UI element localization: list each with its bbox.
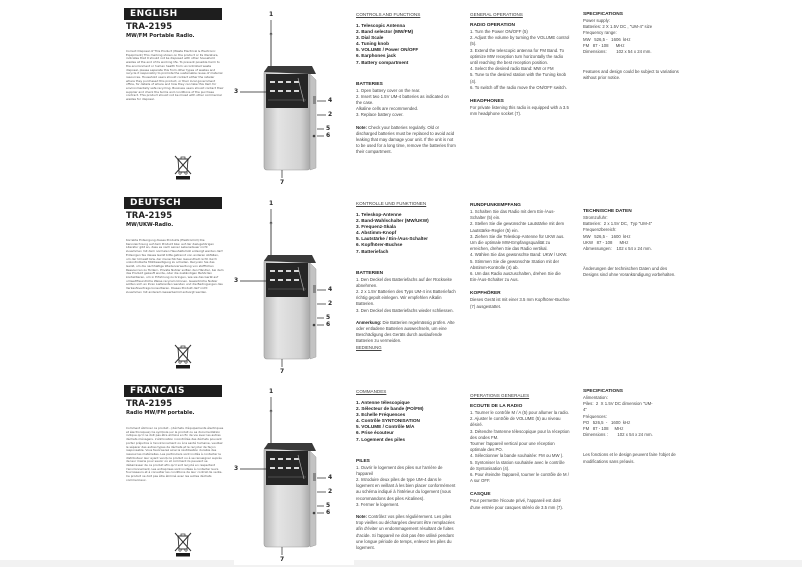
control-item: 2. Band-Wahlschalter (MW/UKW) [356, 218, 429, 224]
radio-step: 2. Stellen Sie die gewünschte Lautstärke mit dem Lautstärke-Regler (5) ein. [470, 221, 565, 233]
disposal-notice: Correct Disposal of This Product (Waste Electrical & Electronic Equipment) This marking shown on the product or its literature, indicates that it should not be disposed with other household wastes at the end of its working life. To prevent possible harm to the environment or human health from uncontrolled waste disposal, please separate this from other types of wastes and recycle it responsibly to promote the sustainable reuse of material resources. Household users should contact either the retailer where they purchased this product, or their local government office, for details of where and how they can take this item for environmentally safe recycling. Business users should contact their supplier and check the terms and conditions of the purchase contract. This product should not be mixed with other commercial wastes for disposal. [126, 49, 224, 102]
batteries-title: BATTERIEN [356, 270, 384, 276]
note-label: Note: [356, 514, 367, 520]
control-item: 1. Teleskop-Antenne [356, 212, 402, 217]
radio-illustration [234, 8, 354, 188]
callout-7: 7 [280, 368, 285, 375]
control-item: 1. Telescopic Antenna [356, 23, 405, 28]
general-operations-title: GENERAL OPERATIONS [470, 12, 523, 17]
radio-step: 1. Schalten Sie das Radio mit dem Ein-/Aus-Schalter (5) ein. [470, 209, 555, 221]
model-number: TRA-2195 [126, 211, 173, 221]
specifications-column [583, 209, 683, 279]
model-number: TRA-2195 [126, 399, 173, 409]
radio-step: 1. Turn the Power ON/OFF (5) [470, 29, 528, 34]
spec-line: Alimentation: [583, 395, 608, 400]
control-item: 5. Lautstärke / Ein-/Aus-Schalter [356, 236, 428, 242]
control-item: 6. Prise écouteur [356, 430, 394, 436]
radio-diagram [234, 8, 354, 188]
headphones-text: For private listening this radio is equipped with a 3.5 mm headphone socket (7). [470, 105, 569, 117]
weee-crossed-bin-icon [174, 531, 192, 557]
callout-5: 5 [326, 502, 331, 509]
battery-step: 2. Insert two 1.5V UM-4 batteries as indicated on the case. [356, 93, 449, 106]
control-item: 3. Frequenz-Skala [356, 224, 396, 230]
spec-line: Power supply: [583, 18, 610, 23]
spec-line: 4" [583, 407, 587, 413]
disposal-notice: Korrekte Entsorgung dieses Produkts (Elektromüll) Die Kennzeichnung auf dem Produkt bzw. auf der dazugehörigen Literatur gibt an, dass es nach seiner Lebensdauer nicht zusammen mit dem normalen Haushaltsmüll entsorgt werden darf. Entsorgen Sie dieses Gerät bitte getrennt von anderen Abfällen, um der Umwelt bzw. der menschlichen Gesundheit nicht durch unkontrollierte Müllbeseitigung zu schaden. Recyceln Sie das Gerät, um die nachhaltige Wiederverwertung von stofflichen Ressourcen zu fördern. Private Nutzer sollten den Händler, bei dem das Produkt gekauft wurde, oder die zuständigen Behörden kontaktieren, um in Erfahrung zu bringen, wie sie das Gerät auf umweltfreundliche Weise recyceln können. Gewerbliche Nutzer sollten sich an ihren Lieferanten wenden und die Bedingungen des Verkaufsvertrags konsultieren. Dieses Produkt darf nicht zusammen mit anderem Gewerbemüll entsorgt werden. [126, 238, 224, 294]
callout-4: 4 [328, 474, 333, 481]
batteries-list [356, 465, 456, 508]
note-footer: BEDIENUNG [356, 344, 382, 350]
spec-line: FM 87 - 108 MHz [583, 42, 625, 48]
battery-note [356, 514, 456, 551]
control-item: 1. Antenne télescopique [356, 400, 410, 405]
product-subtitle: MW/FM Portable Radio. [126, 33, 195, 39]
specifications-title: TECHNISCHE DATEN [583, 209, 632, 214]
control-item: 3. Dial Scale [356, 35, 384, 41]
control-item: 7. Batteriefach [356, 248, 389, 254]
radio-operation-title: RUNDFUNKEMPFANG [470, 203, 521, 208]
specs-footer: Les fonctions et le design peuvent faire l'objet de modifications sans préavis. [583, 452, 676, 464]
section-francais [124, 385, 802, 567]
callout-1: 1 [269, 11, 274, 18]
callout-6: 6 [326, 132, 331, 139]
control-item: 3. Echelle Fréquences [356, 412, 406, 418]
language-header: FRANCAIS [124, 385, 222, 397]
control-item: 6. Kopfhörer-Buchse [356, 242, 403, 248]
callout-3: 3 [234, 277, 239, 284]
radio-step: 6. To switch off the radio move the ON/OFF switch. [470, 84, 567, 90]
battery-step: 1. Open battery cover on the rear. [356, 87, 421, 93]
radio-step: 5. Tune to the desired station with the Tuning knob (4). [470, 72, 567, 84]
radio-step: 3. Détendre l'antenne télescopique pour la réception des ondes FM. [470, 428, 570, 440]
radio-step: 2. Ajuster le contrôle de VOLUME (5) au niveau désiré. [470, 416, 561, 428]
model-number: TRA-2195 [126, 22, 173, 32]
note-text: Check your batteries regularly. Old or discharged batteries must be replaced to avoid acid leaking that may damage your unit. If the unit is not to be used for a long time, remove the batteries from their compartment. [356, 124, 456, 155]
note-label: Note: [356, 124, 367, 130]
section-english [124, 8, 802, 193]
headphones-title: KOPFHÖRER [470, 291, 501, 297]
controls-title: CONTROLS AND FUNCTIONS [356, 12, 421, 17]
battery-step: 2. Introduire deux piles de type UM-4 dans le logement en veillant à les bien placer conformément au schéma indiqué à l'intérieur du logement (nous recommandons des piles Alcalines). [356, 477, 456, 501]
language-header: DEUTSCH [124, 197, 222, 209]
battery-step: 1. Ouvrir le logement des piles sur l'arrière de l'appareil [356, 464, 443, 476]
radio-step: 2. Adjust the volume by turning the VOLUME control (5). [470, 35, 570, 47]
spec-line: Stromzufuhr: [583, 215, 608, 220]
radio-step: 4. Sélectionner la bande souhaitée: FM ou MW ). [470, 453, 564, 459]
spec-line: PO 526,5 - 1600 kHz [583, 419, 631, 425]
headphones-text: Pour permettre l'écoute privé, l'appareil est doté d'une entrée pour casques stéréo de 3.5 mm (7). [470, 498, 564, 510]
control-item: 5. VOLUME / Power ON/OFF [356, 47, 419, 53]
callout-7: 7 [280, 179, 285, 186]
battery-step: 1. Den Deckel des Batteriefachs auf der Rückseite abnehmen. [356, 276, 453, 288]
callout-5: 5 [326, 314, 331, 321]
product-subtitle: Radio MW/FM portable. [126, 410, 195, 416]
section-deutsch [124, 197, 802, 382]
control-item: 2. Band selector (MW/FM) [356, 29, 414, 35]
spec-line: UKW 87 - 108 MHz [583, 239, 629, 245]
callout-2: 2 [328, 300, 333, 307]
callout-1: 1 [269, 200, 274, 207]
control-item: 4. Contrôle SYNTONISATION [356, 418, 420, 424]
headphones-title: HEADPHONES [470, 99, 504, 105]
radio-illustration [234, 385, 354, 565]
radio-operation-title: RADIO OPERATION [470, 23, 515, 28]
battery-step: Alkaline cells are recommended. [356, 106, 419, 112]
callout-6: 6 [326, 509, 331, 516]
radio-step: 5. Stimmen Sie die gewünschte Station mit der Abstimm-Kontrolle (4) ab. [470, 258, 560, 270]
specifications-list [583, 215, 683, 252]
radio-operation-title: ECOUTE DE LA RADIO [470, 404, 523, 409]
callout-3: 3 [234, 465, 239, 472]
product-subtitle: MW/UKW-Radio. [126, 222, 174, 228]
radio-step: 1. Tourner le contrôle M / A (5) pour allumer la radio. [470, 410, 570, 415]
spec-line: Dimensions : 102 x 54 x 24 mm. [583, 432, 653, 438]
callout-4: 4 [328, 286, 333, 293]
specifications-column [583, 12, 683, 82]
spec-line: Dimensions: 102 x 54 x 24 mm. [583, 49, 652, 55]
radio-step: 5. Syntoniser la station souhaitée avec le contrôle de Syntonisation (4). [470, 459, 565, 471]
specifications-column [583, 389, 683, 465]
specifications-list [583, 18, 683, 55]
specifications-list [583, 395, 683, 438]
batteries-list [356, 88, 456, 119]
battery-step: 3. Den Deckel des Batteriefachs wieder schliessen. [356, 307, 454, 313]
headphones-title: CASQUE [470, 492, 491, 498]
spec-line: Abmessungen: 102 x 54 x 24 mm. [583, 246, 652, 252]
control-item: 6. Earphones jack [356, 53, 396, 59]
specifications-title: SPECIFICATIONS [583, 12, 623, 17]
control-item: 5. VOLUME / Contrôle M/A [356, 424, 415, 430]
note-text: Contrôlez vos piles régulièrement. Les piles trop vieilles ou déchargées devront être remplacées afin d'éviter un endommagement résultant de fuites d'acide. Si l'appareil ne doit pas être utilisé pendant une longue période de temps, enlevez les piles du logement. [356, 514, 455, 551]
radio-operation-steps [470, 29, 570, 91]
spec-line: Frequency range: [583, 30, 617, 36]
battery-note [356, 125, 456, 156]
battery-note [356, 320, 456, 345]
radio-step: 6. Um das Radio auszuschalten, drehen Sie die Ein-/Aus-Schalter zu Aus. [470, 271, 561, 283]
language-header: ENGLISH [124, 8, 222, 20]
spec-line: MW 526,5 - 1600 kHz [583, 233, 631, 239]
spec-line: Frequenzbereich: [583, 227, 617, 233]
callout-4: 4 [328, 97, 333, 104]
controls-column [356, 201, 456, 351]
controls-column [356, 389, 456, 551]
control-item: 4. Tuning knob [356, 41, 389, 47]
weee-crossed-bin-icon [174, 343, 192, 369]
control-item: 7. Battery compartment [356, 59, 409, 65]
spec-line: FM 87 - 108 MHz [583, 426, 624, 432]
callout-5: 5 [326, 125, 331, 132]
batteries-title: PILES [356, 458, 370, 464]
headphones-text: Dieses Gerät ist mit einer 3.5 mm Kopfhörer-Buchse (7) ausgestattet. [470, 297, 570, 309]
specifications-title: SPECIFICATIONS [583, 389, 623, 394]
spec-line: Piles: 2 X 1.5V DC dimension "UM- [583, 401, 653, 407]
radio-step: 4. Wählen Sie das gewünschte Band: UKW / UKW. [470, 252, 568, 258]
note-label: Anmerkung: [356, 319, 382, 325]
radio-step: 3. Extend the telescopic antenna for FM Band. To optimize MW reception turn horizontally the radio until reaching the best reception position. [470, 47, 565, 66]
callout-7: 7 [280, 556, 285, 563]
radio-operation-steps [470, 209, 570, 283]
control-item: 7. Logement des piles [356, 436, 405, 442]
radio-operation-steps [470, 410, 570, 484]
weee-crossed-bin-icon [174, 154, 192, 180]
battery-step: 2. 2 x 1.5V Batterien des Typs UM-4 ins Batteriefach richtig gepolt einlegen. Wir empfehlen Alkalin Batterien. [356, 289, 456, 307]
batteries-title: BATTERIES [356, 81, 383, 87]
spec-line: MW 526,5 - 1606 kHz [583, 36, 631, 42]
radio-step: 6. Pour éteindre l'appareil, tourner le contrôle de M / A sur OFF. [470, 472, 569, 484]
controls-list [356, 400, 456, 443]
specs-footer: Features and design could be subject to variations without prior notice. [583, 69, 679, 81]
radio-step: Tourner l'appareil vertical pour une réception optimale des PO. [470, 441, 555, 453]
battery-step: 3. Fermer le logement. [356, 501, 400, 507]
operations-column [470, 393, 570, 511]
callout-1: 1 [269, 388, 274, 395]
batteries-list [356, 277, 456, 314]
control-item: 2. Sélecteur de bande (PO/FM) [356, 406, 424, 412]
spec-line: Batterien: 2 x 1.5V DC, Typ "UM-4" [583, 221, 653, 227]
radio-step: 4. Select the desired radio Band: MW or FM [470, 66, 554, 72]
callout-2: 2 [328, 111, 333, 118]
controls-title: KONTROLLE UND FUNKTIONEN [356, 201, 427, 206]
battery-step: 3. Replace battery cover. [356, 112, 404, 118]
controls-list [356, 23, 456, 66]
callout-6: 6 [326, 321, 331, 328]
controls-list [356, 212, 456, 255]
controls-title: COMMANDES [356, 389, 387, 394]
radio-diagram [234, 385, 354, 565]
control-item: 4. Abstimm-Knopf [356, 230, 397, 236]
operations-column [470, 201, 570, 310]
operations-column [470, 12, 570, 117]
disposal-notice: Comment éliminer ce produit - (déchets d'équipements électriques et électroniques) Ce symbole sur le produit ou sa documentation indique qu'il ne doit pas être éliminé en fin de vie avec les autres déchets ménagers. L'élimination incontrôlée des déchets pouvant porter préjudice à l'environnement ou à la santé humaine, veuillez le séparer des autres types de déchets et le recycler de façon responsable. Vous favoriserez ainsi la réutilisation durable des ressources matérielles. Les particuliers sont invités à contacter le distributeur leur ayant vendu le produit ou à se renseigner auprès de leur mairie pour savoir où et comment ils peuvent se débarrasser de ce produit afin qu'il soit recyclé en respectant l'environnement. Les entreprises sont invitées à contacter leurs fournisseurs et à consulter les conditions de leur contrat de vente. Ce produit ne doit pas être éliminé avec les autres déchets commerciaux. [126, 426, 224, 482]
callout-3: 3 [234, 88, 239, 95]
spec-line: Batteries: 2 X 1.5V DC , "UM-4" size [583, 24, 653, 30]
callout-2: 2 [328, 488, 333, 495]
note-text: Die Batterien regelmässig prüfen. Alte oder entladene Batterien auswechseln, um eine Beschädigung des Geräts durch auslaufende Batterien zu vermeiden. [356, 319, 455, 344]
spec-line: Fréquences: [583, 413, 607, 419]
controls-column [356, 12, 456, 156]
radio-step: 3. Ziehen Sie die Teleskop-Antenne für UKW aus. Um die optimale MW-Empfangsqualität zu erreichen, drehen Sie das Radio vertikal. [470, 233, 565, 252]
general-operations-title: OPERATIONS GENERALES [470, 393, 530, 398]
specs-footer: Änderungen der technischen Daten und des Designs sind ohne Vorankündigung vorbehalten. [583, 266, 676, 278]
radio-illustration [234, 197, 354, 377]
radio-diagram [234, 197, 354, 377]
